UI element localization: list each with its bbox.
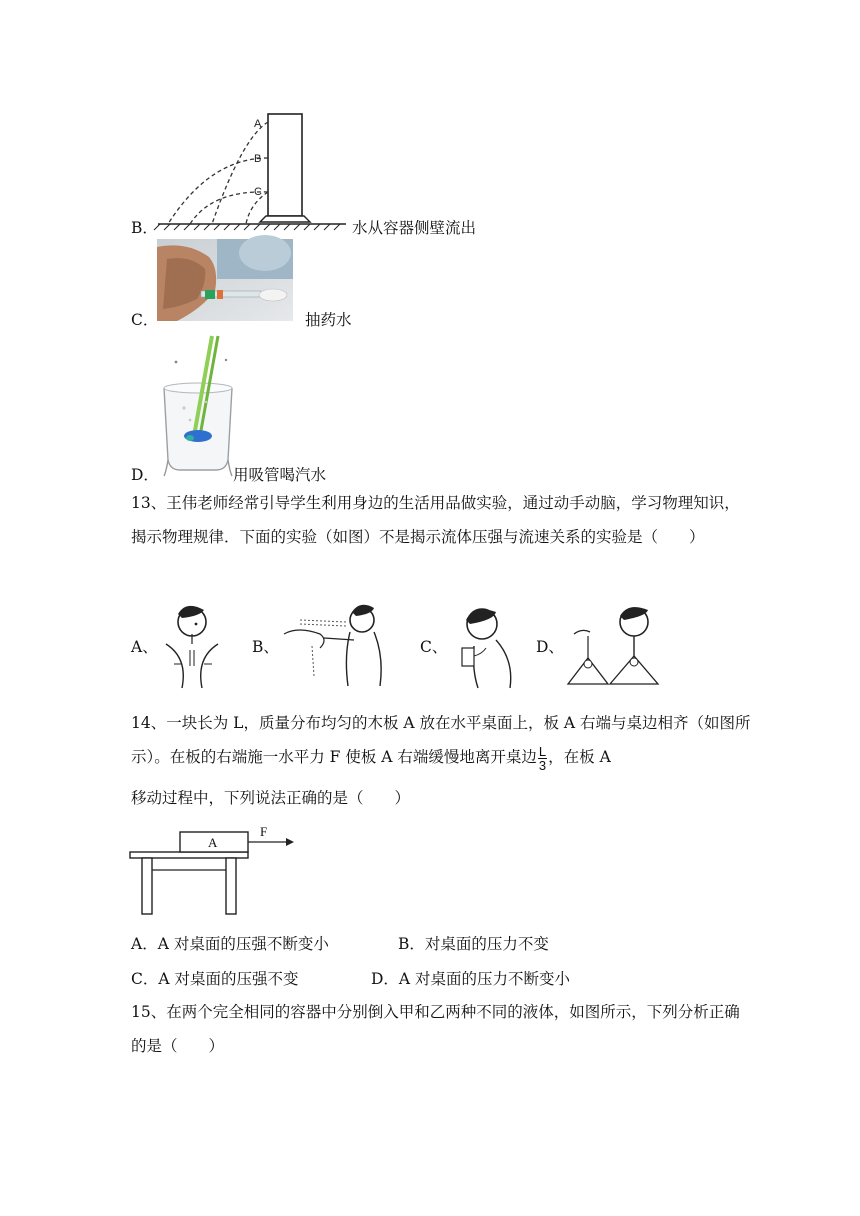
option-b-letter: B． xyxy=(131,219,158,237)
option-b-caption: 水从容器侧壁流出 xyxy=(352,219,477,237)
q13-figure-a xyxy=(152,596,236,692)
q14-option-a: A．A 对桌面的压强不断变小 xyxy=(131,935,329,953)
q14-fraction-numerator: L xyxy=(538,743,547,759)
option-c-caption: 抽药水 xyxy=(305,311,352,329)
q14-option-d: D．A 对桌面的压力不断变小 xyxy=(371,970,571,988)
hole-label-b: B xyxy=(254,153,262,165)
q14-fraction xyxy=(538,745,547,772)
q13-figure-d xyxy=(564,598,674,690)
option-d-caption: 用吸管喝汽水 xyxy=(233,466,327,484)
q13-option-d-letter: D、 xyxy=(536,638,564,656)
q13-figure-b xyxy=(280,596,390,688)
q13-option-c-letter: C、 xyxy=(420,638,448,656)
q14-stem-line3: 移动过程中，下列说法正确的是（ ） xyxy=(131,789,411,807)
straw-glass-photo xyxy=(160,332,236,478)
question-13-stem: 13、王伟老师经常引导学生利用身边的生活用品做实验，通过动手动脑，学习物理知识，揭示物理规律．下面的实验（如图）不是揭示流体压强与流速关系的实验是（ ） xyxy=(131,494,740,546)
question-14-stem xyxy=(131,706,751,774)
question-15-stem: 15、在两个完全相同的容器中分别倒入甲和乙两种不同的液体，如图所示，下列分析正确的是（ ） xyxy=(131,1003,740,1055)
board-label: A xyxy=(208,835,218,850)
q13-option-a-letter: A、 xyxy=(131,638,158,656)
board-on-table-figure xyxy=(128,822,308,918)
q14-fraction-denominator: 3 xyxy=(538,757,547,773)
q14-stem-part2: ，在板 A xyxy=(548,748,611,766)
syringe-photo xyxy=(157,239,293,321)
q14-option-b: B．对桌面的压力不变 xyxy=(398,935,549,953)
option-c-letter: C． xyxy=(131,311,159,329)
option-d-letter: D． xyxy=(131,466,159,484)
q13-figure-c xyxy=(452,600,522,690)
hole-label-a: A xyxy=(254,118,262,130)
force-label: F xyxy=(260,824,268,839)
water-jet-figure xyxy=(150,108,350,238)
q13-option-b-letter: B、 xyxy=(252,638,279,656)
hole-label-c: C xyxy=(254,186,262,198)
q14-stem-part1: 14、一块长为 L，质量分布均匀的木板 A 放在水平桌面上，板 A 右端与桌边相齐（如图所示）。在板的右端施一水平力 F 使板 A 右端缓慢地离开桌边 xyxy=(131,714,751,766)
q14-option-c: C．A 对桌面的压强不变 xyxy=(131,970,299,988)
